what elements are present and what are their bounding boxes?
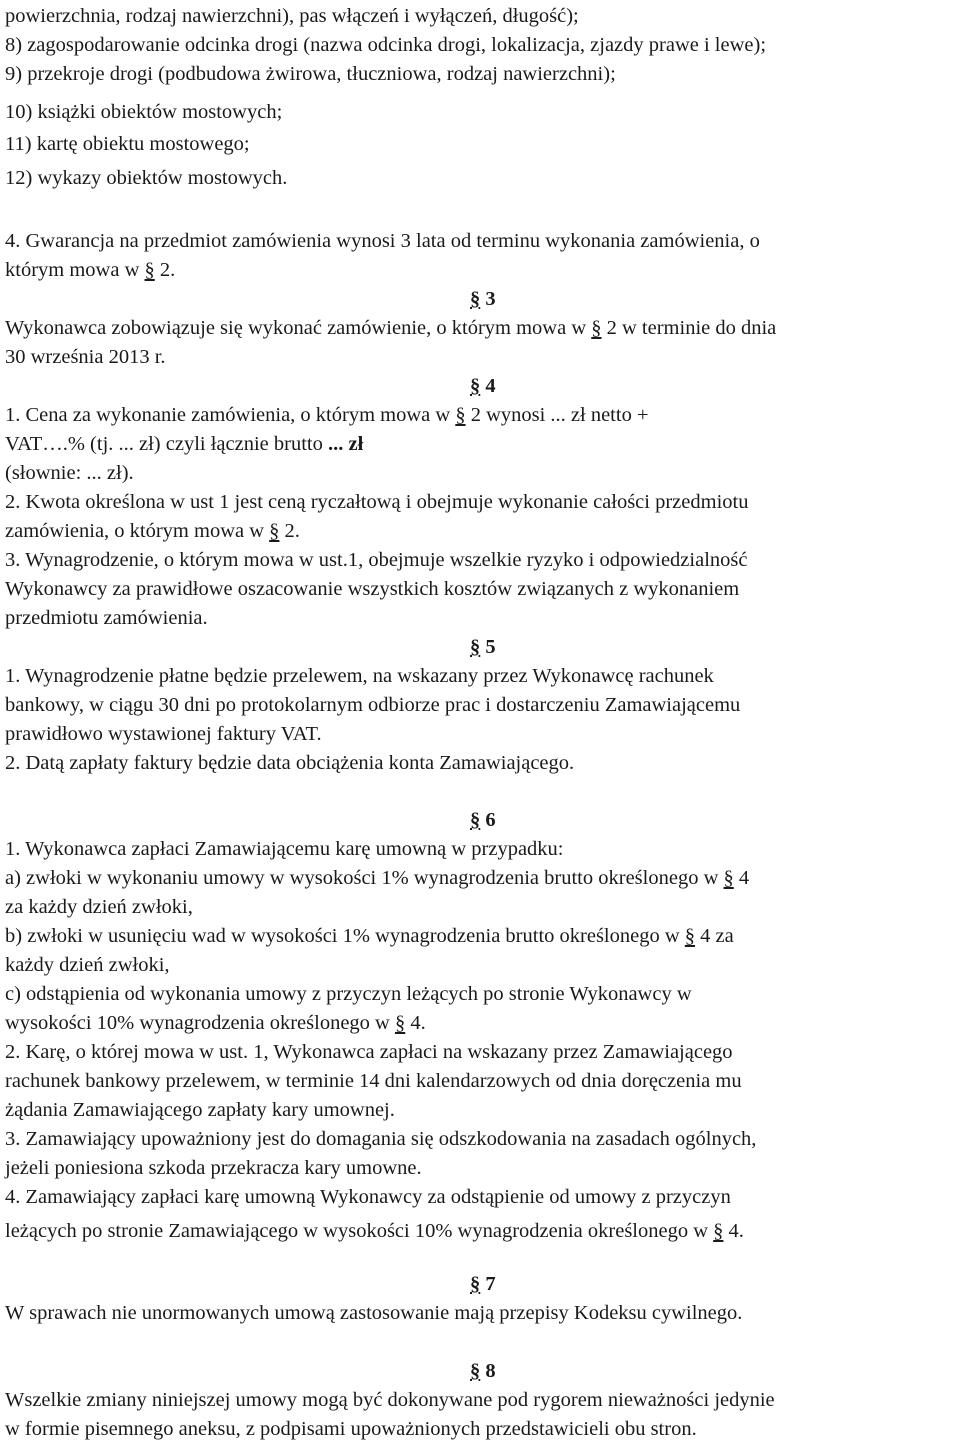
section-sign-icon: §	[723, 867, 734, 889]
text-line	[5, 256, 175, 285]
text-line	[5, 314, 776, 343]
bold-amount: ... zł	[327, 433, 364, 455]
section-sign-icon: §	[455, 404, 466, 426]
text-line: 2. Kwota określona w ust 1 jest ceną ryczałtową i obejmuje wykonanie całości przedmiotu	[5, 491, 749, 513]
text-line: przedmiotu zamówienia.	[5, 607, 208, 629]
text-line	[5, 430, 363, 459]
text-fragment: 4.	[723, 1220, 744, 1242]
section-heading-8: § 8	[470, 1357, 496, 1386]
text-line: 2. Datą zapłaty faktury będzie data obciążenia konta Zamawiającego.	[5, 752, 575, 774]
text-line: 8) zagospodarowanie odcinka drogi (nazwa odcinka drogi, lokalizacja, zjazdy prawe i lewe);	[5, 34, 767, 56]
text-fragment: którym mowa w	[5, 259, 145, 281]
section-sign-icon: §	[470, 375, 481, 397]
text-line	[5, 1217, 744, 1246]
section-sign-icon: §	[144, 259, 155, 281]
section-heading-7: § 7	[470, 1270, 496, 1299]
text-line: żądania Zamawiającego zapłaty kary umownej.	[5, 1099, 395, 1121]
text-line	[5, 864, 749, 893]
section-sign-icon: §	[591, 317, 602, 339]
text-line: 9) przekroje drogi (podbudowa żwirowa, tłuczniowa, rodzaj nawierzchni);	[5, 63, 616, 85]
text-line: Wszelkie zmiany niniejszej umowy mogą być dokonywane pod rygorem nieważności jedynie	[5, 1389, 775, 1411]
text-line: 1. Wykonawca zapłaci Zamawiającemu karę umowną w przypadku:	[5, 838, 564, 860]
text-line: każdy dzień zwłoki,	[5, 954, 170, 976]
section-sign-icon: §	[470, 288, 481, 310]
text-fragment: 4	[733, 867, 750, 889]
text-line: 10) książki obiektów mostowych;	[5, 101, 283, 123]
text-line	[5, 922, 734, 951]
section-heading-6: § 6	[470, 806, 496, 835]
section-heading-4: § 4	[470, 372, 496, 401]
section-sign-icon: §	[684, 925, 696, 947]
text-line: powierzchnia, rodzaj nawierzchni), pas włączeń i wyłączeń, długość);	[5, 5, 579, 27]
text-line: 1. Wynagrodzenie płatne będzie przelewem, na wskazany przez Wykonawcę rachunek	[5, 665, 714, 687]
text-line: 30 września 2013 r.	[5, 346, 166, 368]
text-fragment: b) zwłoki w usunięciu wad w wysokości 1% wynagrodzenia brutto określonego w	[5, 925, 685, 947]
text-line	[5, 401, 649, 430]
section-sign-icon: §	[470, 809, 481, 831]
text-line: w formie pisemnego aneksu, z podpisami upoważnionych przedstawicieli obu stron.	[5, 1418, 697, 1440]
text-fragment: a) zwłoki w wykonaniu umowy w wysokości 1% wynagrodzenia brutto określonego w	[5, 867, 724, 889]
text-line: Wykonawcy za prawidłowe oszacowanie wszystkich kosztów związanych z wykonaniem	[5, 578, 740, 600]
text-fragment: leżących po stronie Zamawiającego w wysokości 10% wynagrodzenia określonego w	[5, 1220, 714, 1242]
section-sign-icon: §	[470, 1360, 481, 1382]
section-sign-icon: §	[269, 520, 280, 542]
section-heading-3: § 3	[470, 285, 496, 314]
section-sign-icon: §	[470, 1273, 481, 1295]
section-sign-icon: §	[394, 1012, 406, 1034]
text-line: za każdy dzień zwłoki,	[5, 896, 193, 918]
text-line: 3. Wynagrodzenie, o którym mowa w ust.1, obejmuje wszelkie ryzyko i odpowiedzialność	[5, 549, 748, 571]
text-line	[5, 1009, 426, 1038]
text-fragment: zamówienia, o którym mowa w	[5, 520, 270, 542]
text-fragment: 4.	[405, 1012, 426, 1034]
text-line: 2. Karę, o której mowa w ust. 1, Wykonawca zapłaci na wskazany przez Zamawiającego	[5, 1041, 733, 1063]
text-line: prawidłowo wystawionej faktury VAT.	[5, 723, 322, 745]
text-line: 3. Zamawiający upoważniony jest do domagania się odszkodowania na zasadach ogólnych,	[5, 1128, 757, 1150]
section-sign-icon: §	[470, 636, 481, 658]
text-line: 11) kartę obiektu mostowego;	[5, 133, 250, 155]
text-fragment: 1. Cena za wykonanie zamówienia, o którym mowa w	[5, 404, 456, 426]
section-sign-icon: §	[713, 1220, 724, 1242]
text-fragment: Wykonawca zobowiązuje się wykonać zamówienie, o którym mowa w	[5, 317, 592, 339]
text-line: jeżeli poniesiona szkoda przekracza kary umowne.	[5, 1157, 422, 1179]
text-line	[5, 517, 300, 546]
text-fragment: wysokości 10% wynagrodzenia określonego w	[5, 1012, 395, 1034]
text-line: rachunek bankowy przelewem, w terminie 14 dni kalendarzowych od dnia doręczenia mu	[5, 1070, 742, 1092]
text-fragment: 2 wynosi ... zł netto +	[465, 404, 649, 426]
text-fragment: 2 w terminie do dnia	[601, 317, 777, 339]
text-line: (słownie: ... zł).	[5, 462, 134, 484]
text-line: 12) wykazy obiektów mostowych.	[5, 167, 288, 189]
text-line: W sprawach nie unormowanych umową zastosowanie mają przepisy Kodeksu cywilnego.	[5, 1302, 743, 1324]
text-line: 4. Gwarancja na przedmiot zamówienia wynosi 3 lata od terminu wykonania zamówienia, o	[5, 230, 760, 252]
text-fragment: 4 za	[695, 925, 734, 947]
text-line: bankowy, w ciągu 30 dni po protokolarnym odbiorze prac i dostarczeniu Zamawiającemu	[5, 694, 741, 716]
text-fragment: 2.	[154, 259, 176, 281]
section-heading-5: § 5	[470, 633, 496, 662]
text-fragment: VAT….% (tj. ... zł) czyli łącznie brutto	[5, 433, 328, 455]
text-line: c) odstąpienia od wykonania umowy z przyczyn leżących po stronie Wykonawcy w	[5, 983, 692, 1005]
text-line: 4. Zamawiający zapłaci karę umowną Wykonawcy za odstąpienie od umowy z przyczyn	[5, 1186, 731, 1208]
text-fragment: 2.	[279, 520, 300, 542]
